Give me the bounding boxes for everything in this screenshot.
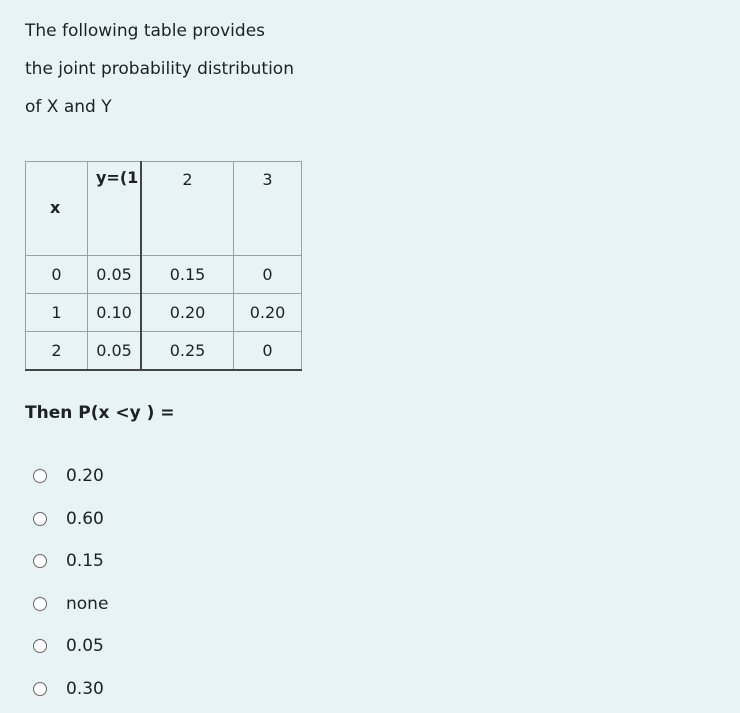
table-cell: 0 <box>234 332 302 371</box>
answer-option-2[interactable] <box>33 498 108 541</box>
radio-button[interactable] <box>33 554 47 568</box>
x-header-cell <box>26 162 88 256</box>
answer-option-4[interactable] <box>33 583 108 626</box>
intro-line-2: the joint probability distribution <box>25 59 294 79</box>
option-label: 0.15 <box>66 551 104 572</box>
row-x-value: 2 <box>26 332 88 371</box>
table-cell: 0.15 <box>141 256 234 294</box>
joint-probability-table <box>25 161 302 371</box>
table-cell: 0.10 <box>88 294 142 332</box>
option-label: none <box>66 593 109 614</box>
answer-option-6[interactable] <box>33 668 108 711</box>
radio-button[interactable] <box>33 597 47 611</box>
option-label: 0.20 <box>66 466 104 487</box>
table-cell: 0.20 <box>234 294 302 332</box>
radio-button[interactable] <box>33 682 47 696</box>
y-header-cell <box>88 162 142 256</box>
table-row <box>26 332 302 371</box>
answer-option-5[interactable] <box>33 625 108 668</box>
answer-options <box>33 455 108 710</box>
question-intro <box>25 12 294 126</box>
x-header: x <box>50 198 61 217</box>
option-label: 0.30 <box>66 678 104 699</box>
answer-option-3[interactable] <box>33 540 108 583</box>
table-cell: 0.25 <box>141 332 234 371</box>
question-text: Then P(x <y ) = <box>25 403 175 423</box>
table-cell: 0 <box>234 256 302 294</box>
col-3-header-cell <box>234 162 302 256</box>
radio-button[interactable] <box>33 512 47 526</box>
table-header-row <box>26 162 302 256</box>
intro-line-1: The following table provides <box>25 21 266 41</box>
row-x-value: 0 <box>26 256 88 294</box>
col-2-header: 2 <box>182 170 193 189</box>
y-header: y=(1 <box>96 168 139 187</box>
radio-button[interactable] <box>33 469 47 483</box>
radio-button[interactable] <box>33 639 47 653</box>
table-cell: 0.05 <box>88 256 142 294</box>
table-cell: 0.05 <box>88 332 142 371</box>
table-row <box>26 256 302 294</box>
table-cell: 0.20 <box>141 294 234 332</box>
option-label: 0.60 <box>66 508 104 529</box>
row-x-value: 1 <box>26 294 88 332</box>
intro-line-3: of X and Y <box>25 97 112 117</box>
answer-option-1[interactable] <box>33 455 108 498</box>
col-2-header-cell <box>141 162 234 256</box>
col-3-header: 3 <box>262 170 273 189</box>
table-row <box>26 294 302 332</box>
option-label: 0.05 <box>66 636 104 657</box>
